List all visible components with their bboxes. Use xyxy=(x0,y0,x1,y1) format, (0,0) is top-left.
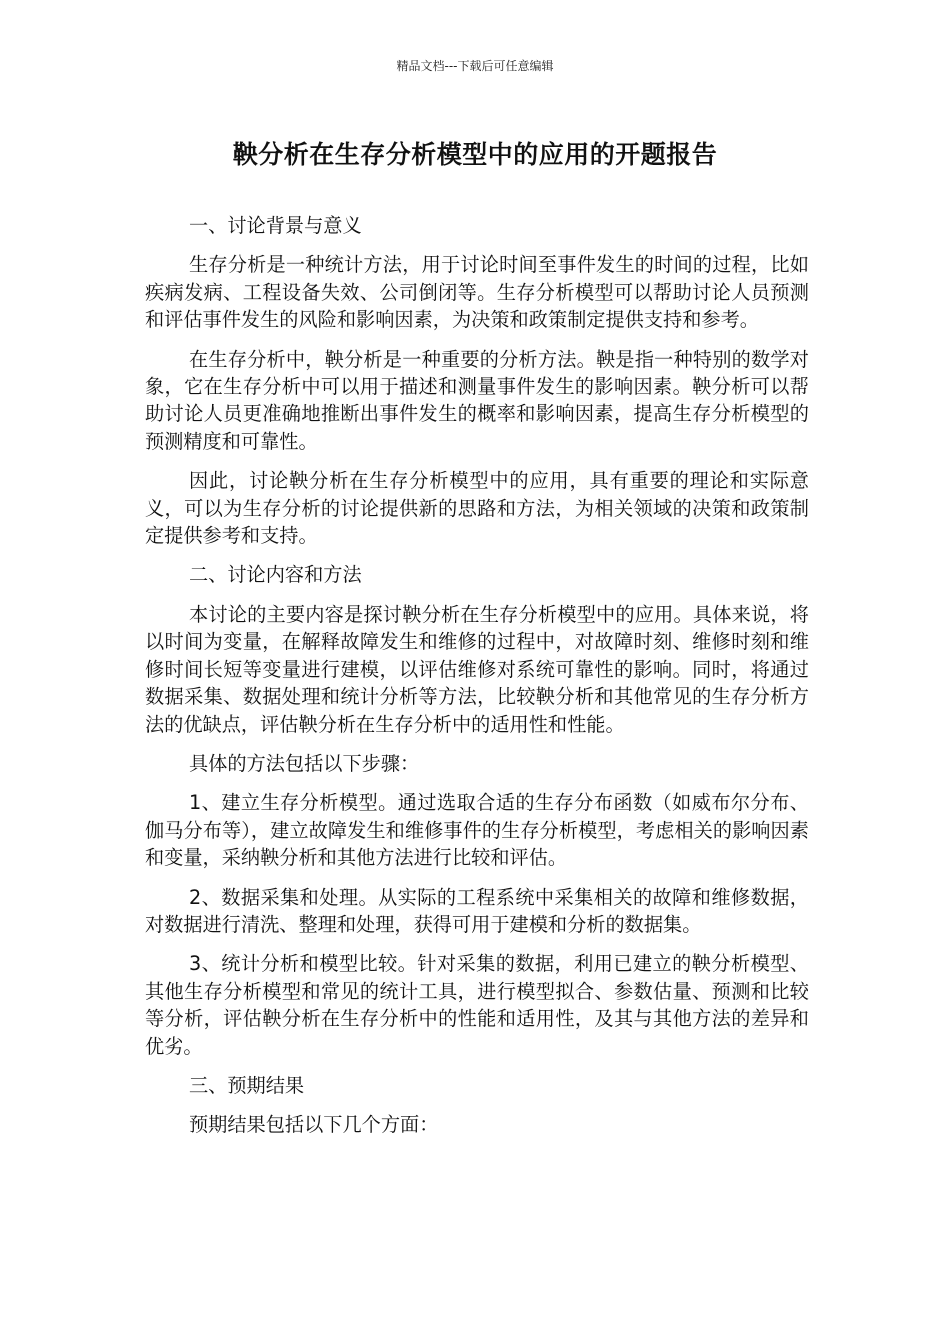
page-header-note: 精品文档---下载后可任意编辑 xyxy=(396,59,554,73)
paragraph-expected-results-intro: 预期结果包括以下几个方面： xyxy=(189,1113,439,1137)
paragraph-step-3: 3、统计分析和模型比较。针对采集的数据，利用已建立的鞅分析模型、其他生存分析模型和常见的统计工具，进行模型拟合、参数估量、预测和比较等分析，评估鞅分析在生存分析中的性能和适用性，及其与其他方法的差异和优劣。 xyxy=(145,952,809,1058)
paragraph-method-steps-intro: 具体的方法包括以下步骤： xyxy=(189,751,420,775)
paragraph-significance: 因此，讨论鞅分析在生存分析模型中的应用，具有重要的理论和实际意义，可以为生存分析的讨论提供新的思路和方法，为相关领域的决策和政策制定提供参考和支持。 xyxy=(145,469,809,548)
section-heading-expected-results: 三、预期结果 xyxy=(189,1073,305,1097)
section-heading-background: 一、讨论背景与意义 xyxy=(189,214,362,237)
paragraph-research-content: 本讨论的主要内容是探讨鞅分析在生存分析模型中的应用。具体来说，将以时间为变量，在解释故障发生和维修的过程中，对故障时刻、维修时刻和维修时间长短等变量进行建模，以评估维修对系统可靠性的影响。同时，将通过数据采集、数据处理和统计分析等方法，比较鞅分析和其他常见的生存分析方法的优缺点，评估鞅分析在生存分析中的适用性和性能。 xyxy=(145,602,809,736)
paragraph-step-2: 2、数据采集和处理。从实际的工程系统中采集相关的故障和维修数据，对数据进行清洗、整理和处理，获得可用于建模和分析的数据集。 xyxy=(145,885,809,936)
document-body xyxy=(145,212,809,1151)
section-heading-content-method: 二、讨论内容和方法 xyxy=(189,563,362,587)
paragraph-martingale-intro: 在生存分析中，鞅分析是一种重要的分析方法。鞅是指一种特别的数学对象，它在生存分析中可以用于描述和测量事件发生的影响因素。鞅分析可以帮助讨论人员更准确地推断出事件发生的概率和影响因素，提高生存分析模型的预测精度和可靠性。 xyxy=(145,347,809,453)
paragraph-survival-analysis-intro: 生存分析是一种统计方法，用于讨论时间至事件发生的时间的过程，比如疾病发病、工程设备失效、公司倒闭等。生存分析模型可以帮助讨论人员预测和评估事件发生的风险和影响因素，为决策和政策制定提供支持和参考。 xyxy=(145,253,809,332)
paragraph-step-1: 1、建立生存分析模型。通过选取合适的生存分布函数（如威布尔分布、伽马分布等），建立故障发生和维修事件的生存分析模型，考虑相关的影响因素和变量，采纳鞅分析和其他方法进行比较和评估。 xyxy=(145,791,809,870)
document-title: 鞅分析在生存分析模型中的应用的开题报告 xyxy=(232,140,718,169)
